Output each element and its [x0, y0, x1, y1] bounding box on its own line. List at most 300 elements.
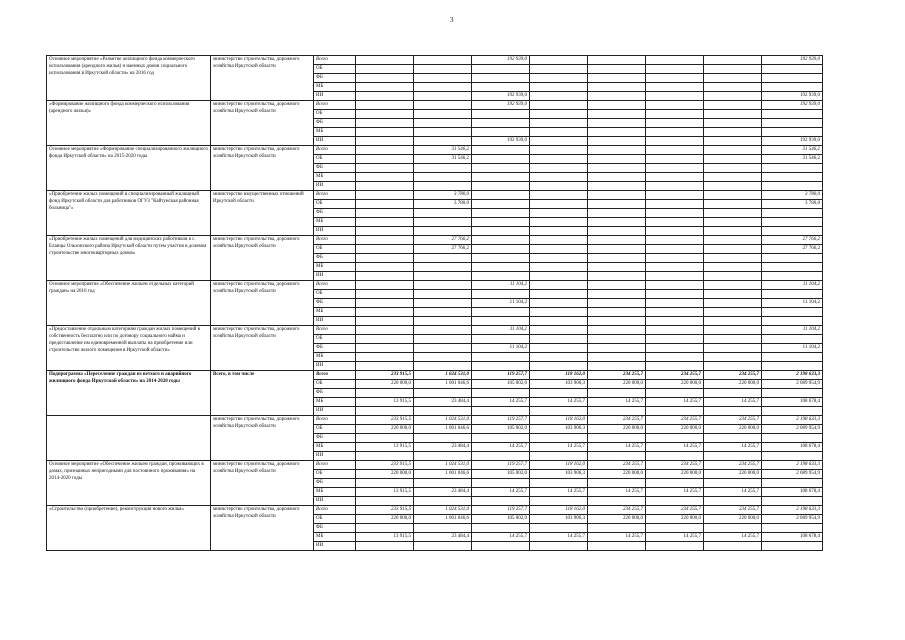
budget-table — [46, 55, 823, 551]
amount-cell — [472, 524, 530, 533]
amount-cell: 1 001 046,6 — [414, 425, 472, 434]
funding-source-cell: ФБ — [314, 524, 356, 533]
amount-cell: 118 162,0 — [530, 371, 588, 380]
amount-cell — [646, 272, 704, 281]
amount-cell: 14 255,7 — [646, 533, 704, 542]
amount-cell: 13 915,5 — [356, 488, 414, 497]
amount-cell — [646, 119, 704, 128]
amount-cell — [704, 227, 762, 236]
amount-cell — [414, 182, 472, 191]
amount-cell — [414, 407, 472, 416]
amount-cell: 192 939,0 — [762, 92, 823, 101]
amount-cell — [530, 74, 588, 83]
amount-cell — [356, 209, 414, 218]
amount-cell — [646, 245, 704, 254]
amount-cell: 23 484,4 — [414, 488, 472, 497]
amount-cell — [704, 407, 762, 416]
amount-cell: 23 484,4 — [414, 398, 472, 407]
amount-cell — [530, 56, 588, 65]
amount-cell — [588, 254, 646, 263]
table-row — [47, 101, 823, 110]
amount-cell — [646, 299, 704, 308]
amount-cell — [588, 272, 646, 281]
amount-cell — [530, 542, 588, 551]
amount-cell: 13 915,5 — [356, 398, 414, 407]
amount-cell — [704, 281, 762, 290]
amount-cell — [356, 290, 414, 299]
amount-cell — [704, 155, 762, 164]
amount-cell — [472, 254, 530, 263]
amount-cell — [356, 128, 414, 137]
funding-source-cell: ФБ — [314, 344, 356, 353]
amount-cell — [530, 164, 588, 173]
amount-cell — [762, 182, 823, 191]
executor-cell: министерство строительства, дорожного хозяйства Иркутской области — [211, 416, 314, 461]
funding-source-cell: МБ — [314, 308, 356, 317]
amount-cell — [646, 452, 704, 461]
amount-cell: 3 780,0 — [414, 200, 472, 209]
amount-cell: 14 255,7 — [530, 443, 588, 452]
amount-cell: 220 000,0 — [704, 470, 762, 479]
funding-source-cell: Всего — [314, 101, 356, 110]
amount-cell — [646, 74, 704, 83]
amount-cell: 103 906,3 — [530, 380, 588, 389]
amount-cell: 220 000,0 — [588, 515, 646, 524]
amount-cell: 234 255,7 — [588, 461, 646, 470]
amount-cell — [588, 83, 646, 92]
amount-cell — [704, 56, 762, 65]
amount-cell — [472, 263, 530, 272]
amount-cell — [472, 236, 530, 245]
amount-cell — [704, 137, 762, 146]
table-row — [47, 371, 823, 380]
amount-cell: 234 255,7 — [646, 416, 704, 425]
amount-cell — [356, 452, 414, 461]
funding-source-cell: ФБ — [314, 164, 356, 173]
table-row — [47, 281, 823, 290]
amount-cell — [356, 65, 414, 74]
funding-source-cell: Всего — [314, 506, 356, 515]
amount-cell — [762, 164, 823, 173]
amount-cell — [646, 308, 704, 317]
amount-cell — [646, 65, 704, 74]
amount-cell — [646, 497, 704, 506]
funding-source-cell: ИИ — [314, 317, 356, 326]
amount-cell: 233 915,5 — [356, 506, 414, 515]
amount-cell — [414, 83, 472, 92]
funding-source-cell: Всего — [314, 146, 356, 155]
amount-cell — [472, 119, 530, 128]
amount-cell: 119 257,7 — [472, 461, 530, 470]
amount-cell: 1 024 531,0 — [414, 371, 472, 380]
measure-title: «Формирование жилищного фонда коммерческого использования (арендного жилья)» — [47, 101, 211, 146]
amount-cell — [588, 92, 646, 101]
measure-title: «Приобретение жилых помещений в специализированный жилищный фонд Иркутской области для работников ОГУЗ "Кайтунская районная больница"» — [47, 191, 211, 236]
amount-cell — [646, 434, 704, 443]
amount-cell: 220 000,0 — [356, 380, 414, 389]
amount-cell — [414, 218, 472, 227]
amount-cell — [414, 74, 472, 83]
amount-cell — [704, 218, 762, 227]
amount-cell: 31 546,2 — [762, 146, 823, 155]
amount-cell — [530, 155, 588, 164]
executor-cell: министерство строительства, дорожного хозяйства Иркутской области — [211, 281, 314, 326]
amount-cell — [704, 236, 762, 245]
amount-cell: 192 939,0 — [762, 101, 823, 110]
amount-cell — [762, 128, 823, 137]
amount-cell: 119 257,7 — [472, 416, 530, 425]
amount-cell: 11 104,2 — [472, 299, 530, 308]
amount-cell: 14 255,7 — [704, 443, 762, 452]
amount-cell — [472, 272, 530, 281]
amount-cell — [530, 200, 588, 209]
amount-cell — [646, 281, 704, 290]
amount-cell — [588, 155, 646, 164]
amount-cell: 234 255,7 — [646, 506, 704, 515]
amount-cell — [414, 281, 472, 290]
amount-cell — [414, 326, 472, 335]
amount-cell — [646, 182, 704, 191]
amount-cell — [704, 326, 762, 335]
amount-cell: 3 780,0 — [762, 200, 823, 209]
amount-cell — [762, 119, 823, 128]
funding-source-cell: ФБ — [314, 299, 356, 308]
funding-source-cell: МБ — [314, 218, 356, 227]
amount-cell: 14 255,7 — [588, 443, 646, 452]
amount-cell — [762, 335, 823, 344]
amount-cell — [356, 92, 414, 101]
amount-cell — [588, 128, 646, 137]
amount-cell — [356, 479, 414, 488]
amount-cell — [588, 137, 646, 146]
amount-cell — [588, 497, 646, 506]
amount-cell — [646, 542, 704, 551]
amount-cell: 108 678,4 — [762, 398, 823, 407]
amount-cell — [704, 146, 762, 155]
amount-cell — [356, 119, 414, 128]
amount-cell — [704, 452, 762, 461]
amount-cell — [646, 227, 704, 236]
amount-cell — [356, 434, 414, 443]
amount-cell — [414, 290, 472, 299]
amount-cell: 11 104,2 — [472, 326, 530, 335]
funding-source-cell: ОБ — [314, 515, 356, 524]
amount-cell — [762, 290, 823, 299]
amount-cell — [414, 497, 472, 506]
amount-cell — [704, 299, 762, 308]
funding-source-cell: ИИ — [314, 542, 356, 551]
amount-cell — [762, 362, 823, 371]
amount-cell — [472, 209, 530, 218]
table-row — [47, 146, 823, 155]
amount-cell — [588, 173, 646, 182]
amount-cell — [704, 317, 762, 326]
funding-source-cell: ОБ — [314, 155, 356, 164]
measure-title: «Приобретение жилых помещений для медицинских работников в с. Еланцы Ольхонского района Иркутской области путем участия в долевом строительстве многоквартирных домов» — [47, 236, 211, 281]
amount-cell — [646, 92, 704, 101]
amount-cell — [472, 182, 530, 191]
amount-cell: 14 255,7 — [704, 533, 762, 542]
amount-cell — [356, 191, 414, 200]
amount-cell — [530, 497, 588, 506]
amount-cell — [704, 308, 762, 317]
amount-cell — [588, 218, 646, 227]
amount-cell: 11 104,2 — [472, 344, 530, 353]
amount-cell — [356, 200, 414, 209]
funding-source-cell: ФБ — [314, 119, 356, 128]
amount-cell: 220 000,0 — [588, 425, 646, 434]
amount-cell — [356, 308, 414, 317]
amount-cell — [356, 155, 414, 164]
amount-cell — [472, 110, 530, 119]
amount-cell — [530, 245, 588, 254]
amount-cell: 27 766,2 — [414, 236, 472, 245]
amount-cell — [472, 479, 530, 488]
amount-cell — [762, 83, 823, 92]
amount-cell — [704, 74, 762, 83]
amount-cell: 234 255,7 — [588, 371, 646, 380]
amount-cell — [414, 227, 472, 236]
amount-cell — [530, 92, 588, 101]
amount-cell: 220 000,0 — [704, 380, 762, 389]
funding-source-cell: ОБ — [314, 200, 356, 209]
amount-cell — [530, 182, 588, 191]
amount-cell — [588, 191, 646, 200]
amount-cell: 233 915,5 — [356, 461, 414, 470]
amount-cell: 3 780,0 — [414, 191, 472, 200]
amount-cell — [414, 92, 472, 101]
amount-cell — [356, 110, 414, 119]
amount-cell — [472, 191, 530, 200]
amount-cell — [530, 227, 588, 236]
amount-cell — [762, 173, 823, 182]
funding-source-cell: ФБ — [314, 74, 356, 83]
amount-cell — [356, 281, 414, 290]
amount-cell: 14 255,7 — [472, 533, 530, 542]
amount-cell — [472, 335, 530, 344]
amount-cell — [530, 326, 588, 335]
amount-cell — [414, 128, 472, 137]
funding-source-cell: ИИ — [314, 407, 356, 416]
amount-cell — [704, 182, 762, 191]
amount-cell — [588, 335, 646, 344]
amount-cell — [704, 434, 762, 443]
amount-cell — [588, 524, 646, 533]
amount-cell — [762, 353, 823, 362]
amount-cell: 118 162,0 — [530, 506, 588, 515]
funding-source-cell: МБ — [314, 443, 356, 452]
amount-cell — [530, 407, 588, 416]
funding-source-cell: Всего — [314, 191, 356, 200]
amount-cell — [704, 272, 762, 281]
amount-cell — [472, 497, 530, 506]
amount-cell — [646, 236, 704, 245]
amount-cell — [472, 353, 530, 362]
amount-cell — [704, 245, 762, 254]
amount-cell — [356, 146, 414, 155]
amount-cell — [588, 434, 646, 443]
amount-cell: 11 104,2 — [472, 281, 530, 290]
amount-cell — [588, 74, 646, 83]
amount-cell — [414, 65, 472, 74]
amount-cell — [356, 542, 414, 551]
amount-cell — [646, 317, 704, 326]
amount-cell — [646, 218, 704, 227]
executor-cell: Всего, в том числе — [211, 371, 314, 416]
amount-cell — [414, 308, 472, 317]
amount-cell — [414, 353, 472, 362]
amount-cell — [472, 227, 530, 236]
amount-cell: 103 906,3 — [530, 515, 588, 524]
amount-cell — [356, 74, 414, 83]
amount-cell — [530, 119, 588, 128]
amount-cell — [414, 299, 472, 308]
amount-cell — [356, 335, 414, 344]
amount-cell: 14 255,7 — [472, 488, 530, 497]
amount-cell: 105 002,0 — [472, 515, 530, 524]
amount-cell — [646, 362, 704, 371]
funding-source-cell: ОБ — [314, 380, 356, 389]
funding-source-cell: Всего — [314, 461, 356, 470]
amount-cell — [588, 227, 646, 236]
funding-source-cell: ИИ — [314, 227, 356, 236]
funding-source-cell: Всего — [314, 281, 356, 290]
amount-cell — [530, 146, 588, 155]
amount-cell: 220 000,0 — [588, 380, 646, 389]
amount-cell — [588, 407, 646, 416]
amount-cell — [530, 254, 588, 263]
amount-cell — [704, 497, 762, 506]
amount-cell — [588, 308, 646, 317]
table-row — [47, 56, 823, 65]
amount-cell — [646, 164, 704, 173]
amount-cell — [704, 362, 762, 371]
amount-cell: 23 484,4 — [414, 443, 472, 452]
table-body — [47, 56, 823, 551]
amount-cell — [356, 317, 414, 326]
amount-cell — [414, 263, 472, 272]
amount-cell — [704, 128, 762, 137]
amount-cell — [530, 101, 588, 110]
amount-cell: 105 002,0 — [472, 470, 530, 479]
amount-cell: 14 255,7 — [530, 488, 588, 497]
amount-cell: 2 089 954,9 — [762, 425, 823, 434]
funding-source-cell: МБ — [314, 83, 356, 92]
amount-cell — [588, 200, 646, 209]
amount-cell — [356, 497, 414, 506]
amount-cell — [472, 389, 530, 398]
amount-cell — [530, 263, 588, 272]
amount-cell: 220 000,0 — [356, 470, 414, 479]
amount-cell — [414, 317, 472, 326]
amount-cell — [704, 119, 762, 128]
amount-cell — [472, 452, 530, 461]
funding-source-cell: МБ — [314, 128, 356, 137]
amount-cell — [414, 209, 472, 218]
amount-cell: 2 089 954,9 — [762, 380, 823, 389]
amount-cell: 14 255,7 — [704, 398, 762, 407]
amount-cell — [414, 335, 472, 344]
amount-cell — [646, 209, 704, 218]
measure-title: «Строительство (приобретение), реконструкция нового жилья» — [47, 506, 211, 551]
amount-cell — [704, 65, 762, 74]
amount-cell — [530, 335, 588, 344]
amount-cell — [646, 191, 704, 200]
funding-source-cell: Всего — [314, 326, 356, 335]
table-row — [47, 461, 823, 470]
amount-cell — [646, 344, 704, 353]
amount-cell — [704, 290, 762, 299]
amount-cell: 1 024 531,0 — [414, 461, 472, 470]
amount-cell — [588, 146, 646, 155]
measure-title: «Предоставление отдельным категориям граждан жилых помещений в собственность бесплатно или по договору социального найма и предоставление им единовременной выплаты на приобретение или строительство жилого помещения в Иркутской области» — [47, 326, 211, 371]
amount-cell: 27 766,2 — [414, 245, 472, 254]
amount-cell — [530, 344, 588, 353]
table-row — [47, 416, 823, 425]
amount-cell: 14 255,7 — [704, 488, 762, 497]
amount-cell — [704, 254, 762, 263]
amount-cell — [588, 299, 646, 308]
amount-cell — [762, 272, 823, 281]
amount-cell — [414, 254, 472, 263]
amount-cell — [762, 65, 823, 74]
amount-cell — [530, 110, 588, 119]
amount-cell — [530, 389, 588, 398]
amount-cell — [530, 452, 588, 461]
amount-cell — [646, 524, 704, 533]
executor-cell: министерство строительства, дорожного хозяйства Иркутской области — [211, 461, 314, 506]
amount-cell — [588, 110, 646, 119]
amount-cell — [414, 452, 472, 461]
amount-cell: 14 255,7 — [530, 533, 588, 542]
amount-cell: 192 939,0 — [762, 56, 823, 65]
funding-source-cell: ИИ — [314, 497, 356, 506]
funding-source-cell: ОБ — [314, 470, 356, 479]
amount-cell — [646, 326, 704, 335]
amount-cell — [588, 119, 646, 128]
table-row — [47, 191, 823, 200]
amount-cell — [704, 344, 762, 353]
amount-cell — [588, 209, 646, 218]
amount-cell — [588, 452, 646, 461]
amount-cell: 2 198 633,3 — [762, 506, 823, 515]
amount-cell — [472, 218, 530, 227]
amount-cell — [704, 164, 762, 173]
amount-cell — [356, 101, 414, 110]
amount-cell — [356, 362, 414, 371]
funding-source-cell: ОБ — [314, 290, 356, 299]
amount-cell — [356, 524, 414, 533]
amount-cell — [588, 290, 646, 299]
amount-cell — [646, 335, 704, 344]
amount-cell: 11 104,2 — [762, 281, 823, 290]
amount-cell — [356, 164, 414, 173]
amount-cell — [356, 353, 414, 362]
amount-cell — [762, 389, 823, 398]
amount-cell — [356, 227, 414, 236]
amount-cell — [704, 209, 762, 218]
amount-cell — [472, 362, 530, 371]
amount-cell — [530, 317, 588, 326]
amount-cell: 2 198 633,3 — [762, 416, 823, 425]
amount-cell — [588, 389, 646, 398]
amount-cell — [704, 479, 762, 488]
amount-cell — [414, 344, 472, 353]
table-row — [47, 506, 823, 515]
amount-cell — [356, 299, 414, 308]
amount-cell — [414, 272, 472, 281]
amount-cell — [588, 263, 646, 272]
